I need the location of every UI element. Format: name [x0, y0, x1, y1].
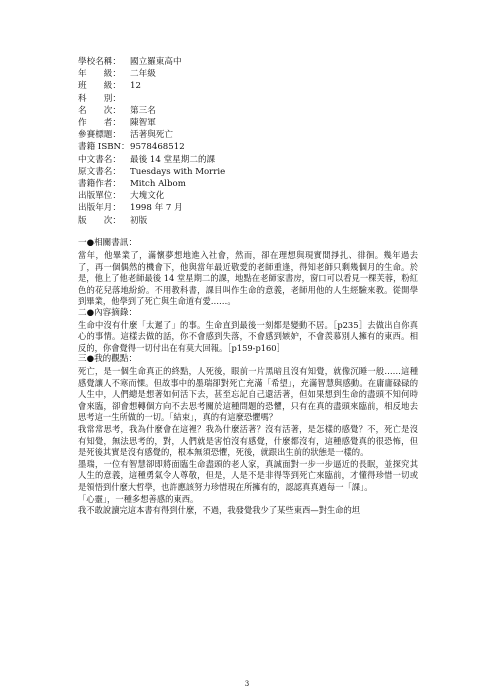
meta-value: 1998 年 7 月: [130, 203, 183, 214]
meta-row-publish-date: [78, 202, 418, 214]
paragraph: 墨瑞，一位有智慧卻即將面臨生命盡頭的老人家，真誠面對一步一步逼近的長眠，並探究其人生的意義，這種勇氣令人尊敬，但是，人是不是非得等到死亡來臨前，才懂得珍惜一切或是領悟到什麼大哲學，也許應該努力珍惜現在所擁有的，認認真真過每一「課」。: [78, 458, 418, 492]
meta-row-author: [78, 117, 418, 129]
meta-value: 12: [130, 81, 141, 92]
meta-row-edition: [78, 215, 418, 227]
meta-value: 國立羅東高中: [130, 57, 182, 67]
paragraph: 死亡，是一個生命真正的終點，人死後，眼前一片黑暗且沒有知覺，就像沉睡一般……這種感覺讓人不寒而慄。但故事中的墨瑞卻對死亡充滿「希望」，充滿智慧與感動。在庸庸碌碌的人生中，人們總是想著如何活下去，甚至忘記自己還活著，但如果想到生命的盡頭不知何時會來臨，卻會想轉個方向不去思考關於這種問題的恐懼，只有在真的盡頭來臨前，相反地去思考這一生所做的一切。「結束」，真的有這麼恐懼嗎？: [78, 365, 418, 423]
page-number: 3: [244, 680, 250, 688]
book-metadata: [78, 56, 418, 227]
meta-value: 大塊文化: [130, 191, 165, 202]
document-page: [78, 56, 418, 517]
meta-value: 初版: [130, 215, 148, 226]
meta-label: 參賽標題：: [78, 130, 121, 141]
section-book-info: [78, 238, 418, 308]
meta-label: 出版單位：: [78, 191, 121, 202]
meta-label: 出版年月：: [78, 203, 121, 214]
meta-label: 版 次：: [78, 215, 121, 226]
meta-row-rank: [78, 105, 418, 117]
meta-row-entry-title: [78, 129, 418, 141]
meta-row-isbn: [78, 141, 418, 153]
meta-value: 9578468512: [130, 142, 185, 153]
meta-row-book-author: [78, 178, 418, 190]
paragraph: 我不敢說讀完這本書有得到什麼，不過，我發覺我少了某些東西—對生命的坦: [78, 505, 361, 516]
meta-row-class: [78, 80, 418, 92]
meta-row-chinese-title: [78, 154, 418, 166]
meta-row-grade: [78, 68, 418, 80]
meta-value: Mitch Albom: [130, 179, 186, 190]
meta-value: 陳智軍: [130, 118, 156, 129]
section-heading: 二●內容摘錄：: [78, 308, 138, 318]
meta-row-publisher: [78, 190, 418, 202]
section-excerpt: [78, 308, 418, 354]
meta-row-original-title: [78, 166, 418, 178]
meta-label: 學校名稱：: [78, 57, 121, 67]
meta-label: 書籍作者：: [78, 179, 121, 190]
meta-value: 第三名: [130, 105, 156, 116]
meta-label: 原文書名：: [78, 166, 121, 177]
meta-label: 中文書名：: [78, 154, 121, 165]
meta-label: 科 別：: [78, 93, 121, 104]
meta-row-school: [78, 56, 418, 68]
paragraph: 當年，他畢業了，滿懷夢想地進入社會，然而，卻在理想與現實間掙扎、徘徊。幾年過去了，再一個偶然的機會下，他與當年最近敬愛的老師重逢，得知老師只剩幾個月的生命。於是，他上了他老師最後 14 堂星期二的課，地點在老師家書房，窗口可以看見一棵芙蓉，粉紅色的花兒落地紛紛。不用教科書，課目叫作生命的意義，老師用他的人生經驗來教。從開學到畢業，他學到了死亡與生命道有愛……。: [78, 250, 418, 307]
meta-label: 班 級：: [78, 81, 121, 92]
paragraph: 我常常思考，我為什麼會在這裡？我為什麼活著？沒有活著，是怎樣的感覺？不，死亡是沒有知覺，無法思考的，對，人們就是害怕沒有感覺，什麼都沒有，這種感覺真的很恐怖，但是死後其實是沒有感覺的，根本無須恐懼，死後，就跟出生前的狀態是一樣的。: [78, 423, 418, 458]
meta-value: 最後 14 堂星期二的課: [130, 154, 216, 165]
spacer: [78, 227, 418, 239]
meta-row-department: [78, 93, 418, 105]
paragraph: 「心靈」，一種多想善感的東西。: [78, 493, 199, 504]
meta-value: Tuesdays with Morrie: [130, 166, 226, 177]
meta-label: 年 級：: [78, 69, 121, 80]
meta-label: 作 者：: [78, 118, 121, 129]
meta-label: 名 次：: [78, 105, 121, 116]
meta-value: 活著與死亡: [130, 130, 173, 141]
section-heading: 三●我的觀點：: [78, 354, 138, 365]
section-my-view: [78, 354, 418, 516]
section-heading: 一●相關書訊：: [78, 238, 138, 249]
meta-label: 書籍 ISBN：: [78, 142, 130, 153]
meta-value: 二年級: [130, 69, 156, 80]
paragraph: 生命中沒有什麼「太遲了」的事。生命直到最後一刻都是變動不居。［p235］去做出自你真心的事情。這樣去做的話，你不會感到失落，不會感到嫉妒，不會羨慕別人擁有的東西。相反的，你會覺得一切付出在有莫大回報。［p159-p160］: [78, 319, 418, 353]
